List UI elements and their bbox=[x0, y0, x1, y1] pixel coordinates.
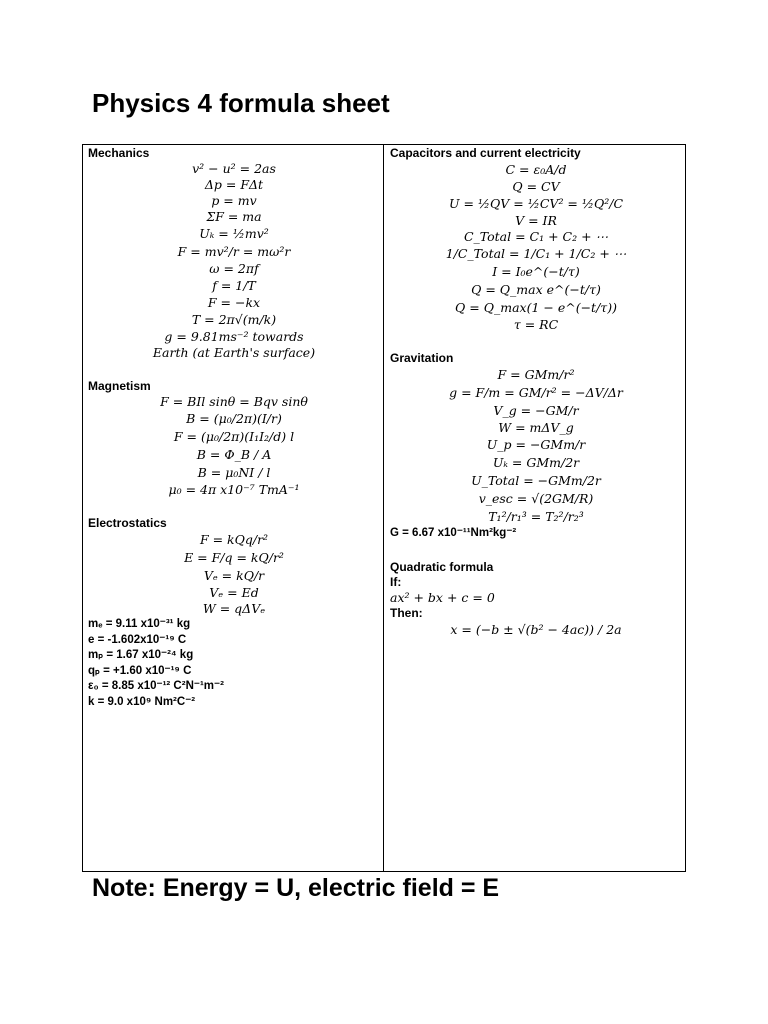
capacitors-heading: Capacitors and current electricity bbox=[390, 146, 581, 160]
equation: E = F/q = kQ/r² bbox=[184, 550, 284, 565]
equation: Q = Q_max(1 − e^(−t/τ)) bbox=[455, 300, 617, 315]
equation: I = I₀e^(−t/τ) bbox=[492, 264, 580, 279]
equation: μ₀ = 4π x10⁻⁷ TmA⁻¹ bbox=[168, 482, 300, 497]
equation: C_Total = C₁ + C₂ + ⋯ bbox=[463, 229, 609, 244]
equation: U = ½QV = ½CV² = ½Q²/C bbox=[448, 196, 624, 211]
constant: e = -1.602x10⁻¹⁹ C bbox=[88, 633, 187, 646]
equation: τ = RC bbox=[513, 317, 559, 332]
equation: ω = 2πf bbox=[209, 261, 259, 276]
then-label: Then: bbox=[390, 605, 423, 620]
equation: T = 2π√(m/k) bbox=[191, 312, 277, 327]
note: Note: Energy = U, electric field = E bbox=[92, 874, 500, 902]
electrostatics-heading: Electrostatics bbox=[88, 516, 167, 530]
mechanics-heading: Mechanics bbox=[88, 146, 150, 160]
equation: W = mΔV_g bbox=[498, 420, 574, 435]
constant: G = 6.67 x10⁻¹¹Nm²kg⁻² bbox=[390, 527, 517, 539]
equation: F = (μ₀/2π)(I₁I₂/d) l bbox=[173, 429, 295, 444]
equation: U_p = −GMm/r bbox=[486, 437, 586, 452]
column-divider bbox=[383, 144, 384, 872]
constant: qₚ = +1.60 x10⁻¹⁹ C bbox=[88, 664, 192, 677]
equation: V_g = −GM/r bbox=[493, 403, 579, 418]
equation: V = IR bbox=[515, 213, 557, 228]
right-column bbox=[390, 146, 682, 639]
equation: Earth (at Earth's surface) bbox=[152, 345, 316, 360]
constant: mₑ = 9.11 x10⁻³¹ kg bbox=[88, 618, 191, 630]
equation: g = F/m = GM/r² = −ΔV/Δr bbox=[449, 385, 623, 400]
equation: f = 1/T bbox=[212, 278, 256, 293]
equation: p = mv bbox=[211, 193, 257, 208]
page-title: Physics 4 formula sheet bbox=[92, 88, 390, 118]
equation: F = kQq/r² bbox=[199, 532, 269, 547]
equation: Vₑ = kQ/r bbox=[203, 568, 265, 583]
if-label: If: bbox=[390, 574, 402, 589]
constant: ε₀ = 8.85 x10⁻¹² C²N⁻¹m⁻² bbox=[88, 680, 224, 692]
equation: Uₖ = GMm/2r bbox=[492, 455, 580, 470]
equation: F = BIl sinθ = Bqv sinθ bbox=[160, 394, 308, 409]
equation: B = Φ_B / A bbox=[196, 447, 272, 462]
equation: ax² + bx + c = 0 bbox=[390, 589, 495, 605]
equation: v_esc = √(2GM/R) bbox=[478, 491, 594, 506]
equation: W = qΔVₑ bbox=[202, 601, 266, 616]
quadratic-heading: Quadratic formula bbox=[390, 559, 494, 574]
equation: Vₑ = Ed bbox=[209, 585, 259, 600]
equation: F = GMm/r² bbox=[497, 367, 575, 382]
equation: B = μ₀NI / l bbox=[197, 465, 271, 480]
magnetism-heading: Magnetism bbox=[88, 379, 151, 393]
equation: C = ε₀A/d bbox=[505, 162, 567, 177]
equation: Q = Q_max e^(−t/τ) bbox=[471, 282, 601, 297]
gravitation-heading: Gravitation bbox=[390, 351, 454, 365]
equation: F = −kx bbox=[207, 295, 261, 310]
equation: Q = CV bbox=[512, 179, 560, 194]
equation: F = mv²/r = mω²r bbox=[177, 244, 291, 259]
equation: Uₖ = ½mv² bbox=[199, 226, 269, 241]
equation: 1/C_Total = 1/C₁ + 1/C₂ + ⋯ bbox=[445, 246, 627, 261]
equation: v² − u² = 2as bbox=[192, 161, 276, 176]
equation: T₁²/r₁³ = T₂²/r₂³ bbox=[488, 509, 584, 524]
equation: U_Total = −GMm/2r bbox=[471, 473, 601, 488]
equation: g = 9.81ms⁻² towards bbox=[164, 329, 304, 344]
left-column bbox=[88, 146, 380, 710]
constant: mₚ = 1.67 x10⁻²⁴ kg bbox=[88, 649, 194, 661]
equation: x = (−b ± √(b² − 4ac)) / 2a bbox=[450, 621, 622, 637]
equation: Δp = FΔt bbox=[204, 177, 264, 192]
equation: B = (μ₀/2π)(I/r) bbox=[186, 411, 282, 426]
constant: k = 9.0 x10⁹ Nm²C⁻² bbox=[88, 695, 196, 708]
equation: ΣF = ma bbox=[206, 209, 262, 224]
